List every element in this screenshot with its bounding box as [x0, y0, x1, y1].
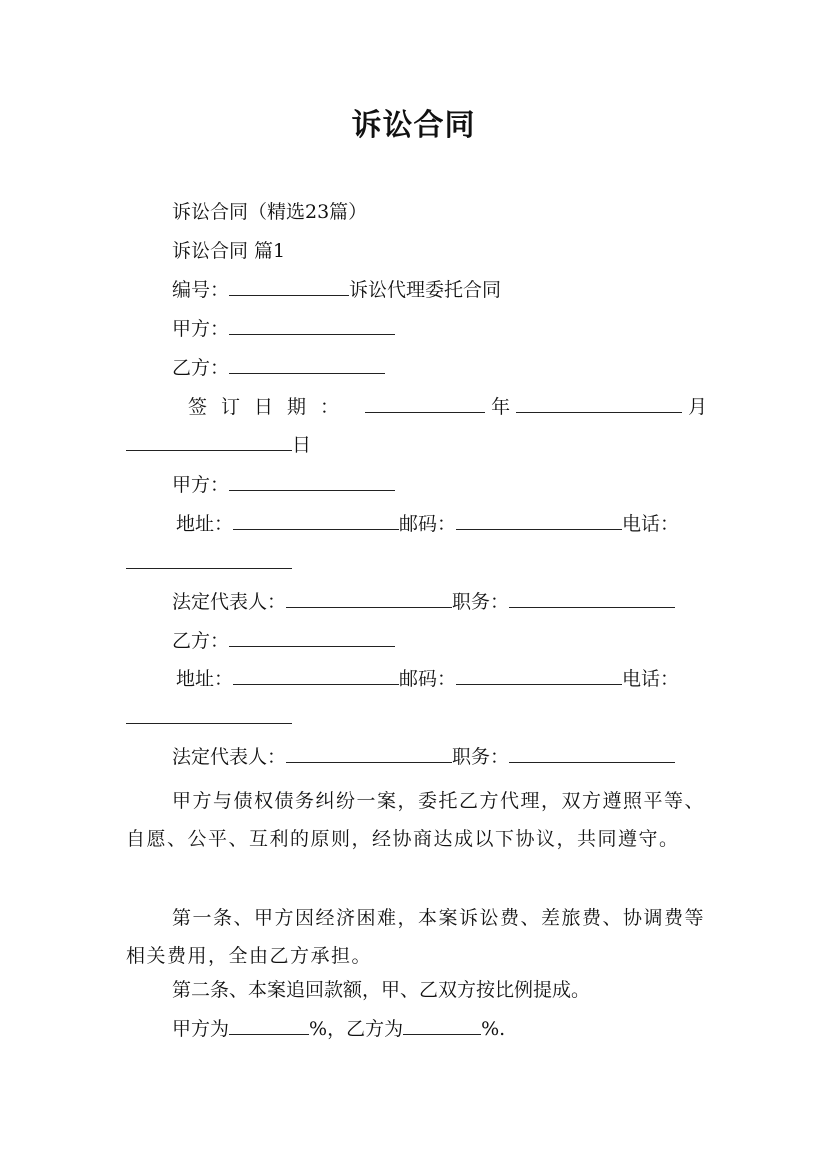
subtitle: 诉讼合同（精选23篇）: [172, 201, 368, 223]
party-b-blank-2: [229, 628, 395, 647]
party-b-label: 乙方：: [172, 357, 230, 379]
position-label: 职务：: [452, 591, 510, 613]
party-a-label: 甲方：: [172, 318, 230, 340]
party-a-blank-2: [229, 472, 395, 491]
legal-rep-label: 法定代表人：: [172, 591, 287, 613]
party-b-line: [172, 355, 385, 381]
ratio-mid-label: %，乙方为: [309, 1018, 404, 1040]
ratio-line: [172, 1016, 505, 1042]
postcode-label-2: 邮码：: [399, 668, 457, 690]
phone-label: 电话：: [622, 513, 680, 535]
postcode-label: 邮码：: [399, 513, 457, 535]
ratio-a-blank: [229, 1016, 309, 1035]
article-2-paragraph: 第二条、本案追回款额，甲、乙双方按比例提成。: [172, 979, 591, 1001]
party-a-line-2: [172, 472, 395, 498]
contract-number-line: [172, 277, 501, 303]
party-b-rep-line: [172, 744, 675, 770]
number-blank: [229, 277, 349, 296]
party-a-blank: [229, 316, 395, 335]
number-label: 编号：: [172, 279, 230, 301]
sign-date-label: 签订日期：: [188, 396, 354, 418]
phone-label-2: 电话：: [622, 668, 680, 690]
day-blank: [126, 432, 292, 451]
party-a-phone-line: [126, 550, 292, 576]
number-suffix: 诉讼代理委托合同: [349, 279, 502, 301]
year-blank: [365, 394, 485, 413]
ratio-a-label: 甲方为: [172, 1018, 230, 1040]
legal-rep-label-2: 法定代表人：: [172, 746, 287, 768]
address-blank: [233, 511, 399, 530]
party-b-line-2: [172, 628, 395, 654]
party-b-blank: [229, 355, 385, 374]
article-1-paragraph: 第一条、甲方因经济困难，本案诉讼费、差旅费、协调费等相关费用，全由乙方承担。: [126, 907, 706, 967]
document-title: 诉讼合同: [351, 108, 476, 143]
month-blank: [516, 394, 682, 413]
address-blank-2: [233, 666, 399, 685]
position-blank: [509, 589, 675, 608]
sign-date-day-line: [126, 432, 311, 458]
intro-paragraph: 甲方与债权债务纠纷一案，委托乙方代理，双方遵照平等、自愿、公平、互利的原则，经协商达成以下协议，共同遵守。: [126, 790, 706, 850]
day-label: 日: [292, 434, 312, 456]
party-a-rep-line: [172, 589, 675, 615]
party-a-line: [172, 316, 395, 342]
legal-rep-blank-2: [286, 744, 452, 763]
position-label-2: 职务：: [452, 746, 510, 768]
phone-blank-2: [126, 705, 292, 724]
year-label: 年: [491, 396, 511, 418]
party-b-address-line: [176, 666, 679, 692]
postcode-blank: [456, 511, 622, 530]
party-b-phone-line: [126, 705, 292, 731]
party-a-label-2: 甲方：: [172, 474, 230, 496]
ratio-end-label: %.: [481, 1018, 506, 1040]
address-label: 地址：: [176, 513, 234, 535]
position-blank-2: [509, 744, 675, 763]
party-a-address-line: [176, 511, 679, 537]
legal-rep-blank: [286, 589, 452, 608]
postcode-blank-2: [456, 666, 622, 685]
chapter-heading: 诉讼合同 篇1: [172, 240, 286, 262]
ratio-b-blank: [403, 1016, 481, 1035]
month-label: 月: [688, 396, 708, 418]
party-b-label-2: 乙方：: [172, 630, 230, 652]
address-label-2: 地址：: [176, 668, 234, 690]
phone-blank: [126, 550, 292, 569]
sign-date-line: [188, 394, 707, 420]
